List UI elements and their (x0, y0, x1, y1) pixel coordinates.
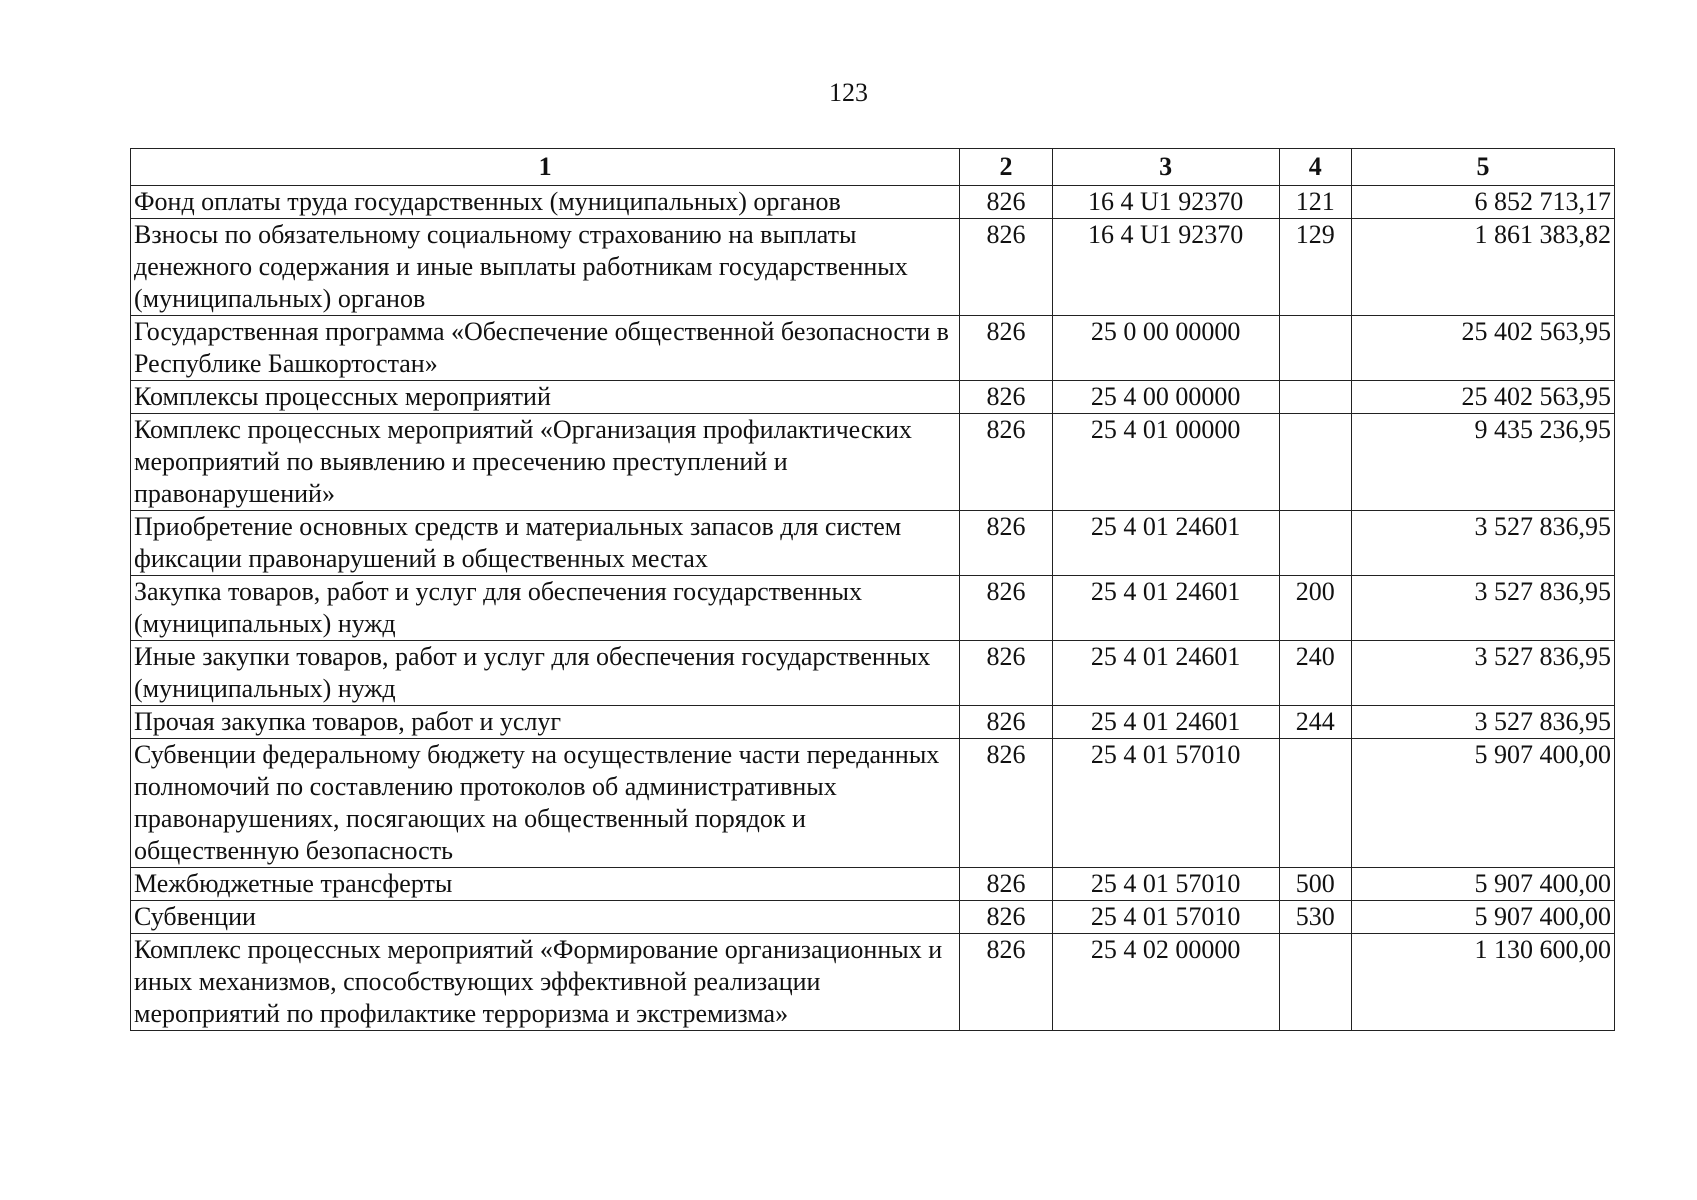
row-amount: 1 130 600,00 (1351, 934, 1614, 1031)
row-amount: 1 861 383,82 (1351, 219, 1614, 316)
row-department-code: 826 (960, 381, 1052, 414)
column-header-2: 2 (960, 149, 1052, 186)
table-row (131, 641, 1615, 706)
row-amount: 6 852 713,17 (1351, 186, 1614, 219)
table-row (131, 511, 1615, 576)
row-target-article: 25 4 01 24601 (1052, 641, 1279, 706)
row-department-code: 826 (960, 706, 1052, 739)
column-header-5: 5 (1351, 149, 1614, 186)
row-expense-type (1279, 381, 1351, 414)
row-department-code: 826 (960, 739, 1052, 868)
row-department-code: 826 (960, 576, 1052, 641)
row-amount: 3 527 836,95 (1351, 576, 1614, 641)
row-expense-type (1279, 511, 1351, 576)
row-amount: 3 527 836,95 (1351, 706, 1614, 739)
table-row (131, 381, 1615, 414)
row-target-article: 25 4 00 00000 (1052, 381, 1279, 414)
row-target-article: 25 4 01 24601 (1052, 576, 1279, 641)
page-number: 123 (829, 78, 868, 107)
table-row (131, 576, 1615, 641)
row-expense-type (1279, 739, 1351, 868)
row-target-article: 25 4 01 00000 (1052, 414, 1279, 511)
row-name: Фонд оплаты труда государственных (муниципальных) органов (131, 186, 960, 219)
row-expense-type (1279, 414, 1351, 511)
row-name: Приобретение основных средств и материальных запасов для систем фиксации правонарушений в общественных местах (131, 511, 960, 576)
row-amount: 5 907 400,00 (1351, 739, 1614, 868)
column-header-4: 4 (1279, 149, 1351, 186)
table-row (131, 316, 1615, 381)
row-target-article: 25 4 01 57010 (1052, 739, 1279, 868)
row-department-code: 826 (960, 868, 1052, 901)
row-name: Иные закупки товаров, работ и услуг для обеспечения государственных (муниципальных) нужд (131, 641, 960, 706)
row-expense-type: 121 (1279, 186, 1351, 219)
row-department-code: 826 (960, 934, 1052, 1031)
row-department-code: 826 (960, 414, 1052, 511)
row-expense-type (1279, 934, 1351, 1031)
row-amount: 25 402 563,95 (1351, 381, 1614, 414)
row-name: Комплекс процессных мероприятий «Формирование организационных и иных механизмов, способствующих эффективной реализации мероприятий по профилактике терроризма и экстремизма» (131, 934, 960, 1031)
table-row (131, 934, 1615, 1031)
row-department-code: 826 (960, 641, 1052, 706)
row-department-code: 826 (960, 901, 1052, 934)
row-target-article: 25 4 02 00000 (1052, 934, 1279, 1031)
table-row (131, 868, 1615, 901)
row-department-code: 826 (960, 511, 1052, 576)
row-amount: 3 527 836,95 (1351, 641, 1614, 706)
table-row (131, 901, 1615, 934)
row-target-article: 16 4 U1 92370 (1052, 219, 1279, 316)
row-name: Закупка товаров, работ и услуг для обеспечения государственных (муниципальных) нужд (131, 576, 960, 641)
row-name: Взносы по обязательному социальному страхованию на выплаты денежного содержания и иные выплаты работникам государственных (муниципальных) органов (131, 219, 960, 316)
row-amount: 25 402 563,95 (1351, 316, 1614, 381)
table-row (131, 414, 1615, 511)
table-row (131, 739, 1615, 868)
row-department-code: 826 (960, 316, 1052, 381)
row-expense-type: 500 (1279, 868, 1351, 901)
row-amount: 5 907 400,00 (1351, 868, 1614, 901)
table-header-row (131, 149, 1615, 186)
budget-table (130, 148, 1615, 1031)
column-header-3: 3 (1052, 149, 1279, 186)
column-header-1: 1 (131, 149, 960, 186)
row-target-article: 25 4 01 57010 (1052, 868, 1279, 901)
row-expense-type: 530 (1279, 901, 1351, 934)
row-target-article: 25 4 01 57010 (1052, 901, 1279, 934)
row-amount: 3 527 836,95 (1351, 511, 1614, 576)
row-department-code: 826 (960, 219, 1052, 316)
row-expense-type: 129 (1279, 219, 1351, 316)
row-amount: 5 907 400,00 (1351, 901, 1614, 934)
table-row (131, 186, 1615, 219)
row-expense-type: 200 (1279, 576, 1351, 641)
row-department-code: 826 (960, 186, 1052, 219)
row-expense-type: 240 (1279, 641, 1351, 706)
row-name: Комплексы процессных мероприятий (131, 381, 960, 414)
row-target-article: 25 0 00 00000 (1052, 316, 1279, 381)
row-name: Комплекс процессных мероприятий «Организация профилактических мероприятий по выявлению и пресечению преступлений и правонарушений» (131, 414, 960, 511)
row-name: Государственная программа «Обеспечение общественной безопасности в Республике Башкортостан» (131, 316, 960, 381)
table-row (131, 706, 1615, 739)
row-target-article: 16 4 U1 92370 (1052, 186, 1279, 219)
row-name: Субвенции федеральному бюджету на осуществление части переданных полномочий по составлению протоколов об административных правонарушениях, посягающих на общественный порядок и общественную безопасность (131, 739, 960, 868)
row-target-article: 25 4 01 24601 (1052, 511, 1279, 576)
row-name: Прочая закупка товаров, работ и услуг (131, 706, 960, 739)
row-name: Межбюджетные трансферты (131, 868, 960, 901)
row-expense-type (1279, 316, 1351, 381)
row-target-article: 25 4 01 24601 (1052, 706, 1279, 739)
row-amount: 9 435 236,95 (1351, 414, 1614, 511)
row-expense-type: 244 (1279, 706, 1351, 739)
row-name: Субвенции (131, 901, 960, 934)
table-row (131, 219, 1615, 316)
